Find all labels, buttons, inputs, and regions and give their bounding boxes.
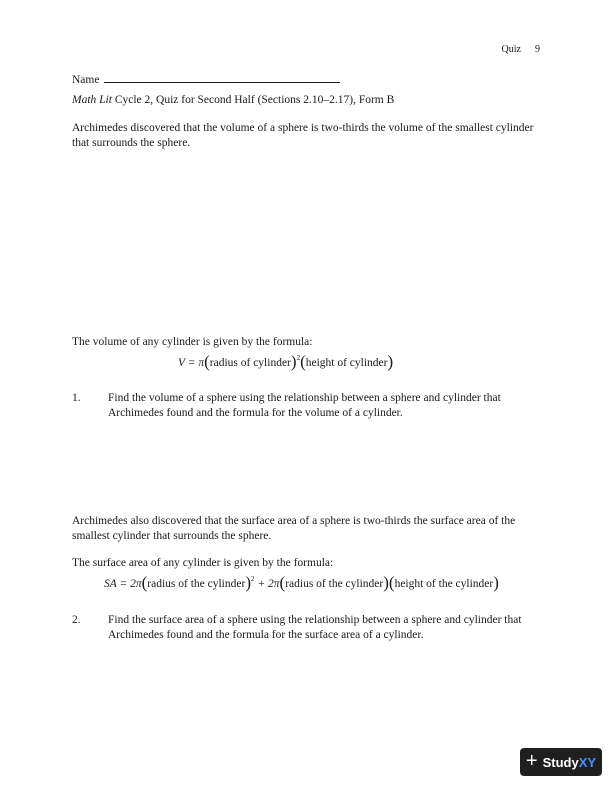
volume-intro: The volume of any cylinder is given by the formula: [72,336,313,348]
surface-formula-term1: radius of the cylinder [147,578,246,590]
badge-brand: StudyXY [542,754,597,770]
quiz-subtitle [72,93,542,108]
question-2-number: 2. [72,614,81,626]
surface-formula-lhs: SA = 2π [104,578,142,590]
question-1-number: 1. [72,392,81,404]
intro-paragraph: Archimedes discovered that the volume of a sphere is two-thirds the volume of the smallest cylinder that surrounds the sphere. [72,122,534,149]
volume-formula-lhs: V = π [178,357,205,369]
volume-formula-term2: height of cylinder [305,357,388,369]
surface-formula-term3: height of the cylinder [394,578,494,590]
surface-intro: Archimedes also discovered that the surface area of a sphere is two-thirds the surface area of the smallest cylinder that surrounds the sphere. [72,515,516,542]
question-2-text: Find the surface area of a sphere using the relationship between a sphere and cylinder that Archimedes found and the formula for the surface area of a cylinder. [108,614,522,641]
page-number: 9 [535,44,540,55]
volume-formula-exp: 2 [296,354,301,362]
name-label: Name [72,74,100,86]
surface-formula-exp: 2 [250,575,255,583]
header-label: Quiz [501,44,521,55]
subtitle-rest: Cycle 2, Quiz for Second Half (Sections 2.10–2.17), Form B [111,94,395,106]
surface-formula-plus: + 2π [254,578,280,590]
surface-formula-term2: radius of the cylinder [285,578,384,590]
question-1 [72,391,542,421]
plus-icon: + [525,750,538,772]
volume-formula: V = π(radius of cylinder)$^2$(height of cylinder) [178,352,394,371]
surface-formula: SA = 2π(radius of the cylinder)$^2$ + 2π(radius of the cylinder)(height of the cylinder) [104,573,499,592]
question-2 [72,613,542,643]
page-header [502,44,540,55]
question-1-text: Find the volume of a sphere using the relationship between a sphere and cylinder that Archimedes found and the formula for the volume of a cylinder. [108,392,501,419]
subtitle-italic: Math Lit [72,94,112,106]
name-field [72,72,542,88]
studyxy-badge[interactable] [520,748,602,776]
volume-formula-term1: radius of cylinder [209,357,291,369]
name-blank-line[interactable] [104,72,340,83]
surface-formula-intro: The surface area of any cylinder is given by the formula: [72,557,334,569]
